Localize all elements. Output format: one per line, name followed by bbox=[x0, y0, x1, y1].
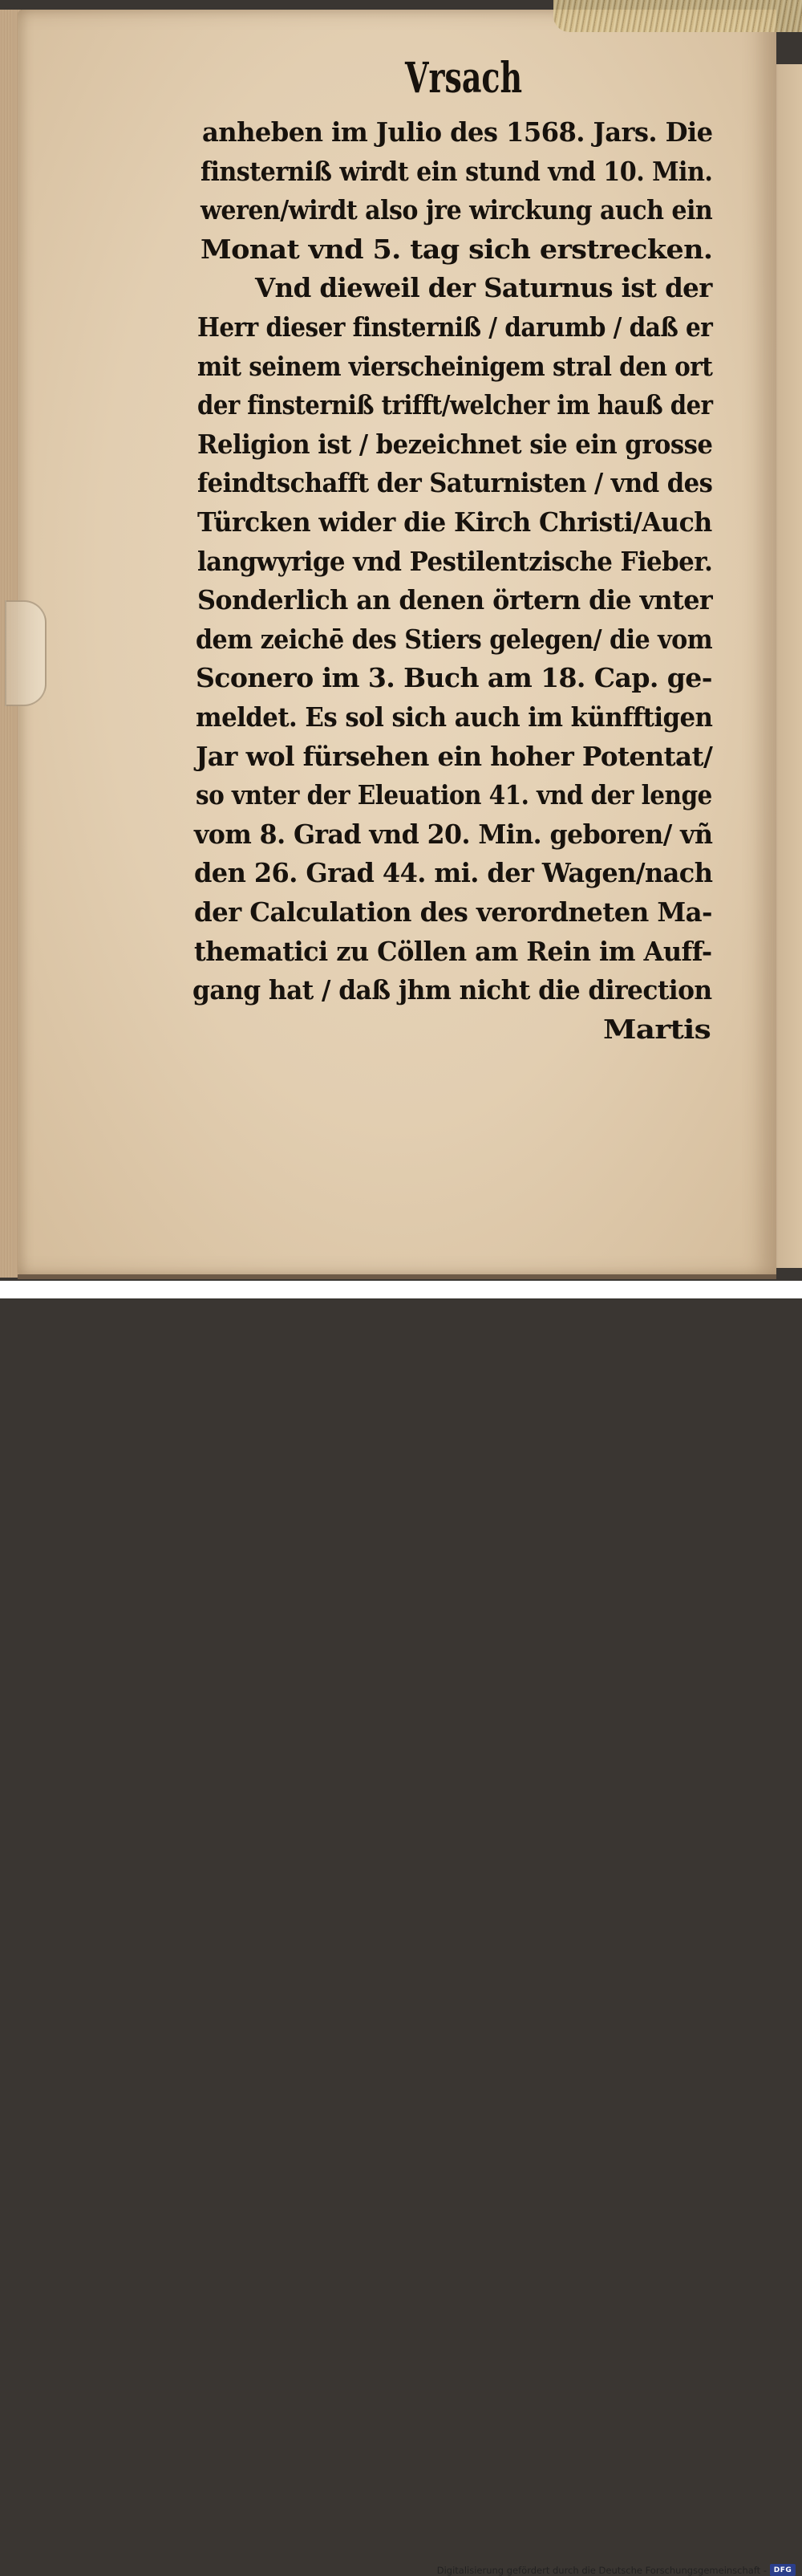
text-line: Vnd dieweil der Saturnus ist der bbox=[255, 272, 712, 304]
text-line: finsterniß wirdt ein stund vnd 10. Min. bbox=[200, 155, 713, 187]
text-line: den 26. Grad 44. mi. der Wagen/nach bbox=[194, 857, 713, 889]
digitization-footer bbox=[0, 1281, 802, 2576]
dfg-logo: DFG bbox=[770, 2564, 796, 2576]
text-line: Religion ist / bezeichnet sie ein grosse bbox=[197, 428, 713, 460]
text-line: Monat vnd 5. tag sich erstrecken. bbox=[200, 233, 713, 265]
text-line: gang hat / daß jhm nicht die direction bbox=[192, 974, 712, 1006]
text-line: Türcken wider die Kirch Christi/Auch bbox=[197, 506, 712, 538]
text-line: anheben im Julio des 1568. Jars. Die bbox=[202, 116, 713, 148]
footer-note: Digitalisierung gefördert durch die Deutsche Forschungsgemeinschaft - bbox=[436, 2565, 767, 2576]
text-line: der Calculation des verordneten Ma- bbox=[194, 896, 712, 928]
catchword: Martis bbox=[603, 1013, 711, 1045]
text-line: dem zeichē des Stiers gelegen/ die vom bbox=[196, 623, 713, 655]
text-line: feindtschafft der Saturnisten / vnd des bbox=[197, 467, 713, 499]
text-line: so vnter der Eleuation 41. vnd der lenge bbox=[196, 779, 712, 811]
text-line: Sconero im 3. Buch am 18. Cap. ge- bbox=[196, 662, 712, 694]
text-line: Jar wol fürsehen ein hoher Potentat/ bbox=[196, 740, 713, 772]
text-line: der finsterniß trifft/welcher im hauß der bbox=[197, 389, 713, 421]
text-line: langwyrige vnd Pestilentzische Fieber. bbox=[197, 545, 713, 577]
text-line: meldet. Es sol sich auch im künfftigen bbox=[196, 701, 713, 733]
text-line: weren/wirdt also jre wirckung auch ein bbox=[200, 194, 713, 226]
text-line: mit seinem vierscheinigem stral den ort bbox=[197, 350, 713, 382]
text-line: thematici zu Cöllen am Rein im Auff- bbox=[194, 935, 712, 967]
text-line: vom 8. Grad vnd 20. Min. geboren/ vñ bbox=[194, 818, 713, 850]
text-line: Herr dieser finsterniß / darumb / daß er bbox=[197, 311, 713, 343]
text-line: Sonderlich an denen örtern die vnter bbox=[197, 584, 713, 616]
page-text bbox=[0, 0, 802, 1281]
running-head: Vrsach bbox=[405, 54, 523, 103]
